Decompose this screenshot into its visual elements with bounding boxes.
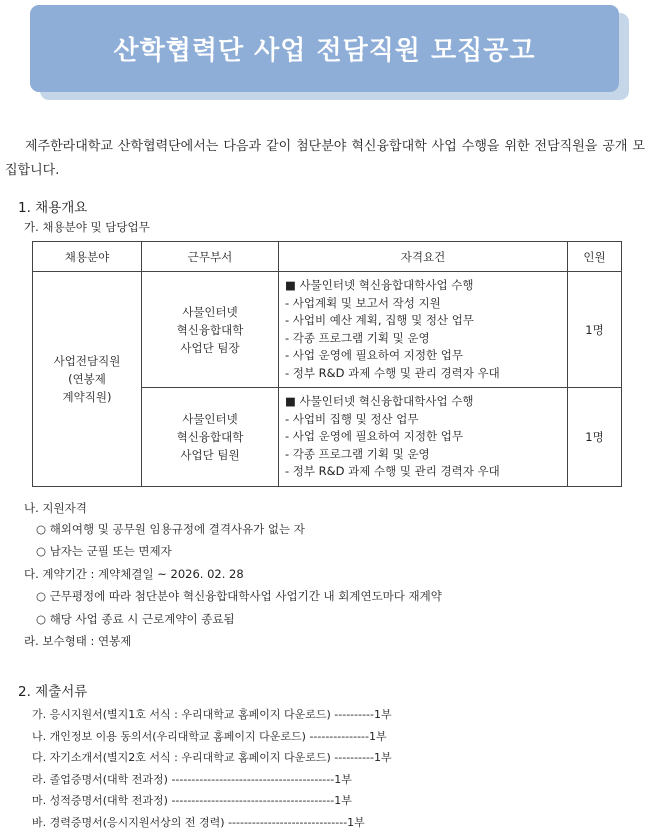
sub-d-title: 라. 보수형태 : 연봉제 bbox=[24, 634, 132, 648]
table-header-row bbox=[33, 242, 622, 272]
title-banner bbox=[30, 5, 619, 92]
section-2-title: 2. 제출서류 bbox=[18, 684, 88, 700]
section-1-title: 1. 채용개요 bbox=[18, 200, 88, 216]
document-item: 다. 자기소개서(별지2호 서식 : 우리대학교 홈페이지 다운로드) ----------1부 bbox=[32, 751, 392, 764]
recruit-table bbox=[32, 241, 622, 487]
field-cell: 사업전담직원 (연봉제 계약직원) bbox=[33, 272, 142, 487]
qualification-line: ■ 사물인터넷 혁신융합대학사업 수행 bbox=[285, 394, 474, 408]
table-row bbox=[33, 272, 622, 388]
qualification-line: - 정부 R&D 과제 수행 및 관리 경력자 우대 bbox=[285, 365, 500, 380]
qualification-item: ○ 남자는 군필 또는 면제자 bbox=[36, 544, 172, 558]
count-cell: 1명 bbox=[568, 272, 622, 388]
sub-a-title: 가. 채용분야 및 담당업무 bbox=[24, 220, 150, 234]
qualification-line: - 정부 R&D 과제 수행 및 관리 경력자 우대 bbox=[285, 464, 500, 478]
table-header-cell: 채용분야 bbox=[33, 242, 142, 272]
document-item: 바. 경력증명서(응시지원서상의 전 경력) ------------------------------1부 bbox=[32, 815, 365, 829]
intro-paragraph: 제주한라대학교 산학협력단에서는 다음과 같이 첨단분야 혁신융합대학 사업 수행을 위한 전담직원을 공개 모집합니다. bbox=[5, 139, 645, 178]
document-item: 마. 성적증명서(대학 전과정) -----------------------------------------1부 bbox=[32, 794, 352, 807]
page-title: 산학협력단 사업 전담직원 모집공고 bbox=[113, 36, 536, 66]
qualification-line: - 사업 운영에 필요하여 지정한 업무 bbox=[285, 348, 463, 362]
dept-cell: 사물인터넷 혁신융합대학 사업단 팀장 bbox=[142, 272, 279, 388]
qualification-cell bbox=[279, 272, 568, 388]
qualification-line: - 각종 프로그램 기획 및 운영 bbox=[285, 446, 430, 461]
qualification-line: - 사업 운영에 필요하여 지정한 업무 bbox=[285, 429, 463, 443]
qualification-line: - 사업비 집행 및 정산 업무 bbox=[285, 411, 419, 426]
table-header-cell: 자격요건 bbox=[279, 242, 568, 272]
table-header-cell: 인원 bbox=[568, 242, 622, 272]
table-header-cell: 근무부서 bbox=[142, 242, 279, 272]
qualification-line: - 사업계획 및 보고서 작성 지원 bbox=[285, 295, 441, 310]
contract-item: ○ 해당 사업 종료 시 근로계약이 종료됨 bbox=[36, 612, 235, 626]
qualification-line: - 사업비 예산 계획, 집행 및 정산 업무 bbox=[285, 313, 474, 327]
sub-c-title: 다. 계약기간 : 계약체결일 ~ 2026. 02. 28 bbox=[24, 567, 244, 581]
count-cell: 1명 bbox=[568, 388, 622, 487]
qualification-item: ○ 해외여행 및 공무원 임용규정에 결격사유가 없는 자 bbox=[36, 522, 305, 536]
sub-b-title: 나. 지원자격 bbox=[24, 501, 87, 515]
document-item: 라. 졸업증명서(대학 전과정) -----------------------------------------1부 bbox=[32, 772, 352, 786]
contract-item: ○ 근무평정에 따라 첨단분야 혁신융합대학사업 사업기간 내 회계연도마다 재계약 bbox=[36, 589, 442, 603]
documents-list bbox=[32, 704, 392, 833]
document-item: 가. 응시지원서(별지1호 서식 : 우리대학교 홈페이지 다운로드) ----------1부 bbox=[32, 708, 392, 721]
document-item: 나. 개인정보 이용 동의서(우리대학교 홈페이지 다운로드) ---------------1부 bbox=[32, 729, 387, 743]
dept-cell: 사물인터넷 혁신융합대학 사업단 팀원 bbox=[142, 388, 279, 487]
qualification-line: - 각종 프로그램 기획 및 운영 bbox=[285, 330, 430, 345]
qualification-line: ■ 사물인터넷 혁신융합대학사업 수행 bbox=[285, 278, 474, 292]
qualification-cell bbox=[279, 388, 568, 487]
